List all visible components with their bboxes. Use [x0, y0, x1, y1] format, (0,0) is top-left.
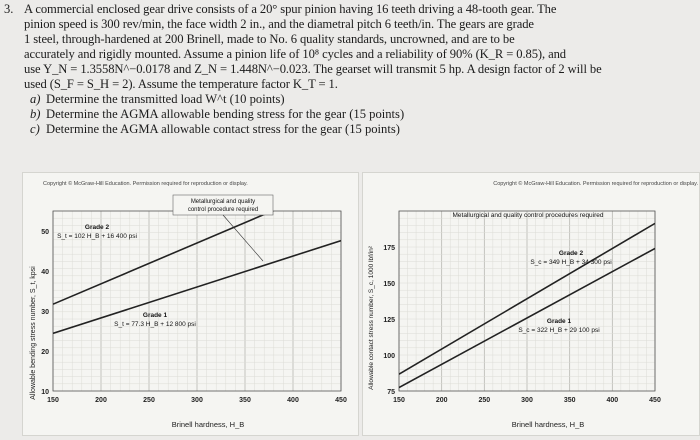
- y-tick-label: 75: [387, 389, 395, 396]
- question-text: Determine the AGMA allowable contact stress for the gear (15 points): [46, 122, 400, 136]
- y-tick-label: 150: [383, 281, 395, 288]
- series-equation-label: S_c = 349 H_B + 34 300 psi: [530, 259, 612, 266]
- bending-stress-chart: [23, 173, 358, 435]
- x-tick-label: 200: [95, 397, 107, 404]
- x-tick-label: 350: [563, 397, 576, 404]
- question-mark: c): [30, 122, 40, 136]
- question-mark: b): [30, 107, 41, 121]
- copyright-text: Copyright © McGraw-Hill Education. Permission required for reproduction or display.: [493, 181, 698, 187]
- contact-stress-chart-panel: [362, 172, 700, 436]
- y-tick-label: 20: [41, 349, 49, 356]
- callout-text: Metallurgical and quality control procedures required: [452, 212, 604, 219]
- problem-line: pinion speed is 300 rev/min, the face width 2 in., and the diametral pitch 6 teeth/in. The gears are grade: [24, 17, 534, 31]
- x-tick-label: 300: [521, 397, 533, 404]
- series-equation-label: S_c = 322 H_B + 29 100 psi: [518, 327, 600, 334]
- y-tick-label: 50: [41, 229, 49, 236]
- y-tick-label: 30: [41, 309, 49, 316]
- x-tick-label: 250: [478, 397, 491, 404]
- question-text: Determine the transmitted load W^t (10 points): [46, 92, 285, 106]
- question-text: Determine the AGMA allowable bending stress for the gear (15 points): [46, 107, 405, 121]
- problem-number: 3.: [4, 2, 14, 16]
- x-tick-label: 450: [649, 397, 661, 404]
- series-equation-label: S_t = 102 H_B + 16 400 psi: [57, 233, 137, 240]
- x-tick-label: 150: [393, 397, 405, 404]
- y-tick-label: 10: [41, 389, 49, 396]
- y-axis-label: Allowable bending stress number, S_t, kpsi: [30, 266, 37, 400]
- question-a: [30, 92, 285, 107]
- callout-text: Metallurgical and quality: [190, 199, 256, 205]
- copyright-text: Copyright © McGraw-Hill Education. Permission required for reproduction or display.: [43, 181, 248, 187]
- question-b: [30, 107, 404, 122]
- y-tick-label: 175: [383, 245, 395, 252]
- y-tick-label: 100: [383, 353, 395, 360]
- x-tick-label: 400: [606, 397, 619, 404]
- x-tick-label: 150: [47, 397, 59, 404]
- y-axis-label: Allowable contact stress number, S_c, 1000 lbf/in²: [368, 246, 375, 390]
- series-name-label: Grade 1: [546, 318, 572, 325]
- problem-line: accurately and rigidly mounted. Assume a pinion life of 10⁸ cycles and a reliability of 90% (K_R = 0.85), and: [24, 47, 566, 61]
- series-name-label: Grade 2: [558, 250, 584, 257]
- x-tick-label: 200: [435, 397, 448, 404]
- x-tick-label: 250: [143, 397, 155, 404]
- problem-line: used (S_F = S_H = 2). Assume the temperature factor K_T = 1.: [24, 77, 338, 91]
- problem-line: use Y_N = 1.3558N^−0.0178 and Z_N = 1.448N^−0.023. The gearset will transmit 5 hp. A design factor of 2 will be: [24, 62, 602, 76]
- problem-line: A commercial enclosed gear drive consists of a 20° spur pinion having 16 teeth driving a 48-tooth gear. The: [24, 2, 557, 16]
- series-equation-label: S_t = 77.3 H_B + 12 800 psi: [114, 321, 196, 328]
- x-axis-label: Brinell hardness, H_B: [511, 420, 585, 429]
- question-mark: a): [30, 92, 41, 106]
- x-axis-label: Brinell hardness, H_B: [171, 420, 245, 429]
- x-tick-label: 450: [335, 397, 347, 404]
- question-c: [30, 122, 400, 137]
- problem-line: 1 steel, through-hardened at 200 Brinell, made to No. 6 quality standards, uncrowned, and are to be: [24, 32, 515, 46]
- x-tick-label: 350: [239, 397, 251, 404]
- series-name-label: Grade 2: [84, 224, 110, 231]
- contact-stress-chart: [363, 173, 699, 435]
- y-tick-label: 40: [41, 269, 49, 276]
- y-tick-label: 125: [383, 317, 395, 324]
- series-name-label: Grade 1: [142, 312, 168, 319]
- bending-stress-chart-panel: [22, 172, 359, 436]
- callout-text: control procedure required: [187, 207, 259, 213]
- x-tick-label: 400: [287, 397, 299, 404]
- x-tick-label: 300: [191, 397, 203, 404]
